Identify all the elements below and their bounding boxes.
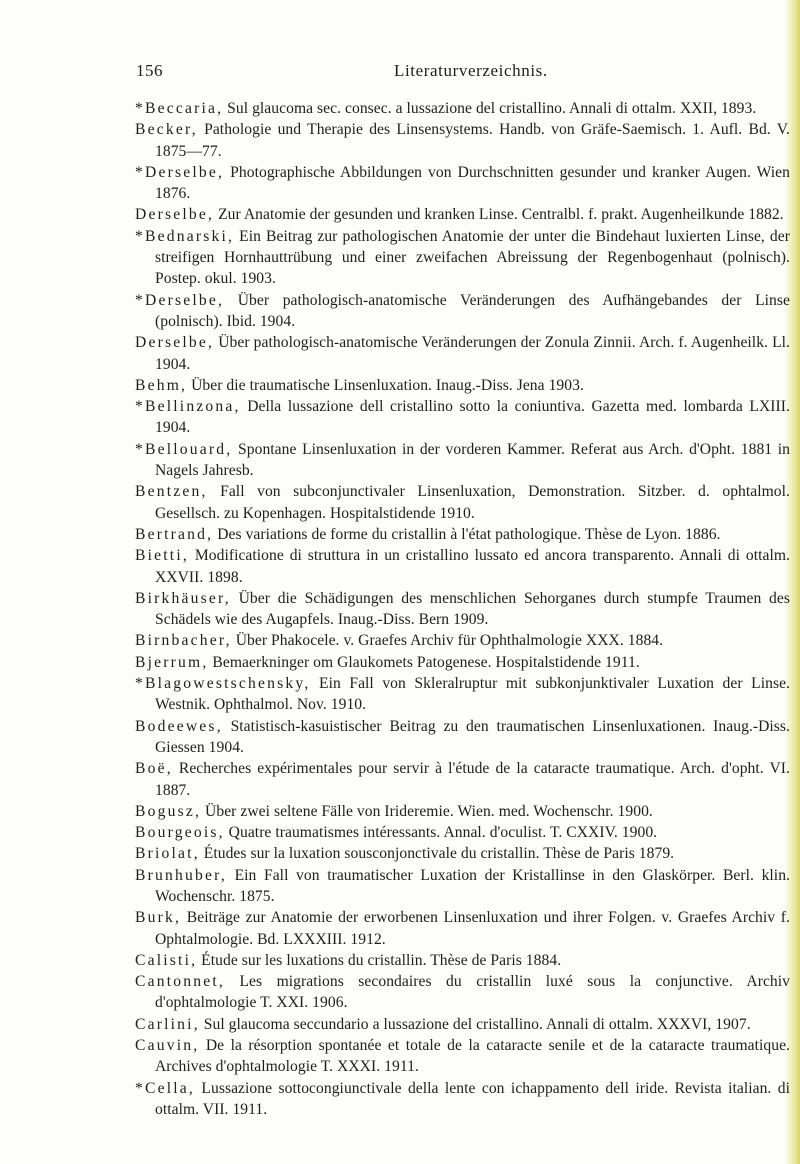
entry-author: *Derselbe, (135, 291, 225, 309)
entry-text: Ein Fall von traumatischer Luxation der Kristallinse in den Glaskörper. Berl. klin. Wochenschr. 1875. (155, 866, 790, 905)
entry-text: Über zwei seltene Fälle von Irideremie. Wien. med. Wochenschr. 1900. (201, 802, 653, 820)
entry-author: Brunhuber, (135, 866, 227, 884)
entry-text: Modificatione di struttura in un cristallino lussato ed ancora transparento. Annali di ottalm. XXVII. 1898. (155, 547, 790, 586)
bibliography-entry (135, 439, 790, 482)
entry-author: Bogusz, (135, 802, 202, 820)
entry-author: *Bellinzona, (135, 398, 241, 416)
entry-author: *Beccaria, (135, 100, 224, 117)
bibliography-entry (135, 971, 790, 1014)
entry-author: Bertrand, (135, 525, 214, 543)
entry-author: Derselbe, (135, 334, 215, 352)
page-header (136, 61, 796, 83)
entry-text: Statistisch-kasuistischer Beitrag zu den traumatischen Linsenluxationen. Inaug.-Diss. Giessen 1904. (155, 717, 790, 756)
entry-author: *Cella, (135, 1079, 196, 1097)
entry-text: Über Phakocele. v. Graefes Archiv für Ophthalmologie XXX. 1884. (231, 632, 664, 650)
bibliography-entry (135, 716, 790, 759)
bibliography-entry (135, 950, 790, 971)
entry-text: Sul glaucoma sec. consec. a lussazione del cristallino. Annali di ottalm. XXII, 1893. (223, 100, 757, 117)
entry-author: Birkhäuser, (135, 589, 231, 607)
running-title: Literaturverzeichnis. (394, 61, 548, 80)
bibliography-entry (135, 290, 790, 333)
entry-author: Behm, (135, 376, 188, 394)
entry-author: Derselbe, (135, 206, 215, 224)
entry-text: Beiträge zur Anatomie der erworbenen Linsenluxation und ihrer Folgen. v. Graefes Archiv f. Ophtalmologie. Bd. LXXXIII. 1912. (155, 909, 790, 948)
entry-author: Cantonnet, (135, 973, 225, 991)
bibliography-entry (135, 907, 790, 950)
bibliography-entry (135, 652, 790, 673)
bibliography-entry (135, 673, 790, 716)
bibliography-entry (135, 588, 790, 631)
bibliography-entry (135, 630, 790, 651)
entry-author: Bentzen, (135, 483, 208, 501)
entry-author: Becker, (135, 121, 198, 139)
bibliography-entry (135, 204, 790, 225)
bibliography-entry (135, 524, 790, 545)
entry-author: Calisti, (135, 951, 198, 969)
entry-author: Carlini, (135, 1015, 200, 1033)
entry-text: Quatre traumatismes intéressants. Annal. d'oculist. T. CXXIV. 1900. (224, 824, 658, 842)
entry-text: Sul glaucoma seccundario a lussazione del cristallino. Annali di ottalm. XXXVI, 1907. (199, 1015, 751, 1033)
entry-author: Bourgeois, (135, 824, 225, 842)
entry-text: Ein Fall von Skleralruptur mit subkonjunktivaler Luxation der Linse. Westnik. Ophthalmol. Nov. 1910. (155, 675, 790, 714)
bibliography-entry (135, 545, 790, 588)
entry-text: Pathologie und Therapie des Linsensystems. Handb. von Gräfe-Saemisch. 1. Aufl. Bd. V. 1875—77. (155, 121, 790, 160)
bibliography-entry (135, 822, 790, 843)
entry-text: Études sur la luxation sousconjonctivale du cristallin. Thèse de Paris 1879. (199, 845, 675, 863)
bibliography-entry (135, 1035, 790, 1078)
entry-author: Bjerrum, (135, 653, 209, 671)
bibliography-entry (135, 481, 790, 524)
bibliography-entry (135, 396, 790, 439)
entry-text: Étude sur les luxations du cristallin. Thèse de Paris 1884. (197, 951, 562, 969)
entry-text: Über pathologisch-anatomische Veränderungen des Aufhängebandes der Linse (polnisch). Ibid. 1904. (155, 291, 790, 330)
entry-author: *Derselbe, (135, 163, 225, 181)
entry-text: Des variations de forme du cristallin à l'état pathologique. Thèse de Lyon. 1886. (213, 525, 721, 543)
entry-text: Les migrations secondaires du cristallin luxé sous la conjunctive. Archiv d'ophtalmologie T. XXI. 1906. (155, 973, 790, 1012)
bibliography-entry (135, 801, 790, 822)
entry-text: Fall von subconjunctivaler Linsenluxation, Demonstration. Sitzber. d. ophtalmol. Gesellsch. zu Kopenhagen. Hospitalstidende 1910. (155, 483, 790, 522)
bibliography-entry (135, 162, 790, 205)
entry-text: De la résorption spontanée et totale de la cataracte senile et de la cataracte traumatique. Archives d'ophtalmologie T. XXXI. 1911. (155, 1037, 790, 1076)
entry-author: Boë, (135, 760, 173, 778)
entry-text: Über pathologisch-anatomische Veränderungen der Zonula Zinnii. Arch. f. Augenheilk. Ll. 1904. (155, 334, 790, 373)
bibliography-entry (135, 843, 790, 864)
bibliography-entry (135, 119, 790, 162)
page-number: 156 (136, 61, 163, 80)
bibliography-entry (135, 332, 790, 375)
entry-text: Lussazione sottocongiunctivale della lente con ichappamento dell iride. Revista italian. di ottalm. VII. 1911. (155, 1079, 790, 1118)
entry-text: Recherches expérimentales pour servir à l'étude de la cataracte traumatique. Arch. d'opht. VI. 1887. (155, 760, 790, 799)
entry-author: *Bellouard, (135, 440, 233, 458)
bibliography-entry (135, 226, 790, 290)
bibliography-entry (135, 1078, 790, 1121)
entry-author: Bietti, (135, 547, 189, 565)
bibliography-entry (135, 865, 790, 908)
bibliography-entry (135, 98, 790, 119)
entry-text: Ein Beitrag zur pathologischen Anatomie der unter die Bindehaut luxierten Linse, der streifigen Hornhauttrübung und einer zweifachen Abreissung der Regenbogenhaut (polnisch). Postep. okul. 1903. (155, 227, 790, 288)
bibliography-entry (135, 1014, 790, 1035)
entry-author: *Blagowestschensky, (135, 675, 311, 693)
entry-text: Della lussazione dell cristallino sotto la coniuntiva. Gazetta med. lombarda LXIII. 1904. (155, 398, 790, 437)
entry-author: *Bednarski, (135, 227, 235, 245)
entry-text: Photographische Abbildungen von Durchschnitten gesunder und kranker Augen. Wien 1876. (155, 163, 790, 203)
entry-author: Birnbacher, (135, 632, 232, 650)
entry-text: Zur Anatomie der gesunden und kranken Linse. Centralbl. f. prakt. Augenheilkunde 1882. (214, 206, 784, 224)
entry-text: Bemaerkninger om Glaukomets Patogenese. Hospitalstidende 1911. (208, 653, 640, 671)
bibliography-entry (135, 758, 790, 801)
bibliography-list (135, 98, 790, 1120)
entry-text: Spontane Linsenluxation in der vorderen Kammer. Referat aus Arch. d'Opht. 1881 in Nagels Jahresb. (155, 440, 790, 480)
entry-author: Burk, (135, 909, 182, 927)
entry-author: Bodeewes, (135, 717, 223, 735)
bibliography-entry (135, 375, 790, 396)
entry-author: Briolat, (135, 845, 200, 863)
entry-author: Cauvin, (135, 1037, 200, 1055)
entry-text: Über die Schädigungen des menschlichen Sehorganes durch stumpfe Traumen des Schädels wie des Augapfels. Inaug.-Diss. Bern 1909. (155, 589, 790, 629)
entry-text: Über die traumatische Linsenluxation. Inaug.-Diss. Jena 1903. (187, 376, 584, 394)
